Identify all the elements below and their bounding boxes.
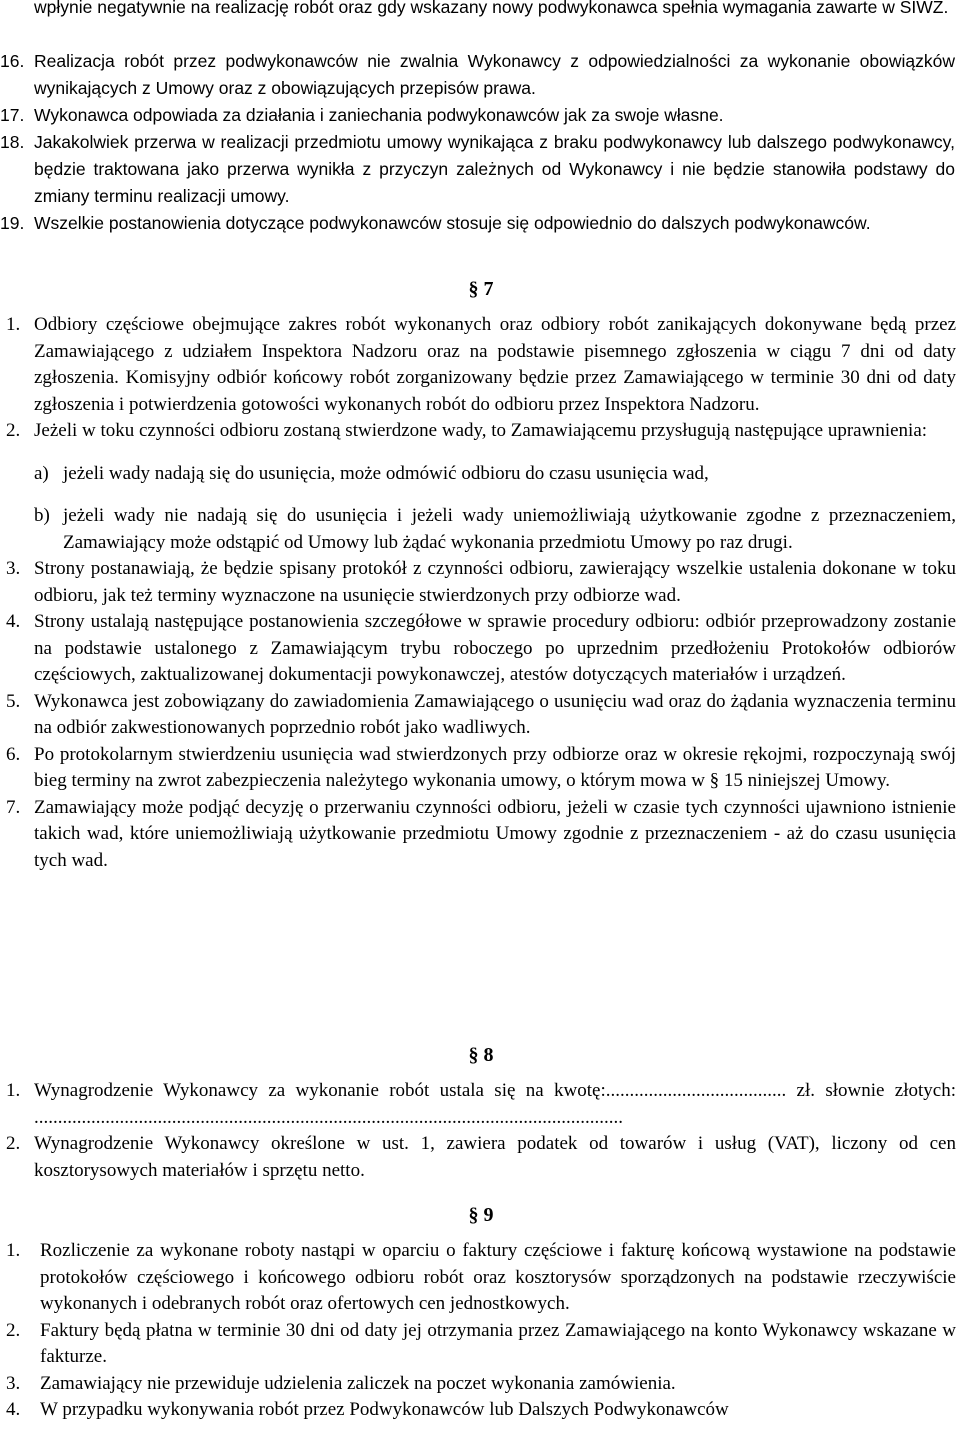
sub-list-item <box>6 461 956 488</box>
list-item <box>6 556 956 609</box>
item-number: 4. <box>6 611 21 632</box>
list-item <box>6 1318 956 1371</box>
list-item <box>0 210 955 237</box>
item-number: 2. <box>6 420 21 441</box>
item-number: 5. <box>6 690 21 712</box>
list-item <box>0 48 955 102</box>
item-text: Po protokolarnym stwierdzeniu usunięcia wad stwierdzonych przy odbiorze oraz w okresie rękojmi, rozpoczynają swój bieg terminy na zwrot zabezpieczenia należytego wykonania umowy, o którym mowa w § 15 niniejszej Umowy. <box>34 743 956 791</box>
section-9 <box>6 1202 956 1424</box>
item-text: Strony postanawiają, że będzie spisany protokół z czynności odbioru, zawierający wszelkie ustalenia dokonane w toku odbioru, jak też terminy wyznaczone na usunięcie stwierdzonych przy odbiorze wad. <box>34 558 956 606</box>
item-number: 4. <box>6 1399 21 1420</box>
item-number: 3. <box>6 558 21 579</box>
item-text: Zamawiający nie przewiduje udzielenia zaliczek na poczet wykonania zamówienia. <box>40 1372 676 1394</box>
section-7 <box>6 276 956 874</box>
list-item <box>6 609 956 689</box>
item-text: Wszelkie postanowienia dotyczące podwykonawców stosuje się odpowiednio do dalszych podwykonawców. <box>34 213 871 233</box>
item-number: 6. <box>6 743 21 765</box>
section-heading: § 9 <box>468 1204 494 1226</box>
list-item <box>6 1078 956 1131</box>
subcontractor-clauses <box>34 0 955 21</box>
item-text: Wynagrodzenie Wykonawcy za wykonanie robót ustala się na kwotę:...................................... zł. słownie złotych: ............................................................................................................................ <box>34 1080 956 1128</box>
section-8 <box>6 1042 956 1184</box>
item-text: Rozliczenie za wykonane roboty nastąpi w oparciu o faktury częściowe i fakturę końcową wystawione na podstawie protokołów częściowego i końcowego odbioru robót oraz kosztorysów sporządzonych na podstawie rzeczywiście wykonanych i odebranych robót oraz ofertowych cen jednostkowych. <box>40 1240 956 1314</box>
item-number: 1. <box>6 1240 21 1261</box>
item-text: Strony ustalają następujące postanowienia szczegółowe w sprawie procedury odbioru: odbiór przeprowadzony zostanie na podstawie ustalonego z Zamawiającym trybu roboczego po uprzednim przedłożeniu Protokołów odbiorów częściowych, zaktualizowanej dokumentacji powykonawczej, atestów dotyczących materiałów i urządzeń. <box>34 611 956 685</box>
list-item <box>6 1131 956 1184</box>
list-item <box>6 1238 956 1318</box>
list-item <box>6 689 956 742</box>
item-number: 3. <box>6 1372 21 1394</box>
section-heading: § 8 <box>468 1044 494 1066</box>
item-text: Zamawiający może podjąć decyzję o przerwaniu czynności odbioru, jeżeli w czasie tych czynności ujawniono istnienie takich wad, które uniemożliwiają użytkowanie przedmiotu Umowy zgodnie z przeznaczeniem - aż do czasu usunięcia tych wad. <box>34 796 956 871</box>
list-item <box>6 418 956 445</box>
sub-item-letter: a) <box>34 462 49 484</box>
item-number: 1. <box>6 314 21 335</box>
sub-item-text: jeżeli wady nie nadają się do usunięcia i jeżeli wady uniemożliwiają użytkowanie zgodne z przeznaczeniem, Zamawiający może odstąpić od Umowy lub żądać wykonania przedmiotu Umowy po raz drugi. <box>63 505 956 553</box>
section-heading: § 7 <box>468 278 494 300</box>
item-number: 18. <box>0 132 25 152</box>
sub-item-letter: b) <box>34 505 50 526</box>
item-text: Wykonawca odpowiada za działania i zaniechania podwykonawców jak za swoje własne. <box>34 105 724 125</box>
item-number: 2. <box>6 1133 21 1154</box>
item-number: 17. <box>0 105 25 125</box>
list-item <box>6 795 956 875</box>
item-text: Wykonawca jest zobowiązany do zawiadomienia Zamawiającego o usunięciu wad oraz do żądania wyznaczenia terminu na odbiór zakwestionowanych poprzednio robót jako wadliwych. <box>34 690 956 738</box>
sub-list-item <box>6 503 956 556</box>
item-text: Jakakolwiek przerwa w realizacji przedmiotu umowy wynikająca z braku podwykonawcy lub dalszego podwykonawcy, będzie traktowana jako przerwa wynikła z przyczyn zależnych od Wykonawcy i nie będzie stanowiła podstawy do zmiany terminu realizacji umowy. <box>34 132 955 206</box>
item-text: Faktury będą płatna w terminie 30 dni od daty jej otrzymania przez Zamawiającego na konto Wykonawcy wskazane w fakturze. <box>40 1319 956 1367</box>
item-text: Jeżeli w toku czynności odbioru zostaną stwierdzone wady, to Zamawiającemu przysługują następujące uprawnienia: <box>34 420 928 441</box>
continuation-paragraph <box>34 0 955 21</box>
list-item <box>0 129 955 210</box>
item-number: 16. <box>0 51 25 71</box>
item-number: 1. <box>6 1080 21 1101</box>
item-number: 7. <box>6 796 21 818</box>
paragraph-text: wpłynie negatywnie na realizację robót oraz gdy wskazany nowy podwykonawca spełnia wymagania zawarte w SIWZ. <box>34 0 949 17</box>
list-item <box>6 742 956 795</box>
list-item <box>0 102 955 129</box>
item-text: Realizacja robót przez podwykonawców nie zwalnia Wykonawcy z odpowiedzialności za wykonanie obowiązków wynikających z Umowy oraz z obowiązujących przepisów prawa. <box>34 51 955 98</box>
item-text: W przypadku wykonywania robót przez Podwykonawców lub Dalszych Podwykonawców <box>40 1399 729 1420</box>
item-number: 19. <box>0 213 25 233</box>
sub-item-text: jeżeli wady nadają się do usunięcia, może odmówić odbioru do czasu usunięcia wad, <box>63 462 709 484</box>
subcontractor-items <box>0 48 955 237</box>
list-item <box>6 1397 956 1424</box>
item-text: Wynagrodzenie Wykonawcy określone w ust. 1, zawiera podatek od towarów i usług (VAT), liczony od cen kosztorysowych materiałów i sprzętu netto. <box>34 1133 956 1181</box>
item-number: 2. <box>6 1319 21 1341</box>
item-text: Odbiory częściowe obejmujące zakres robót wykonanych oraz odbiory robót zanikających dokonywane będą przez Zamawiającego z udziałem Inspektora Nadzoru oraz na podstawie pisemnego zgłoszenia w ciągu 7 dni od daty zgłoszenia. Komisyjny odbiór końcowy robót zorganizowany będzie przez Zamawiającego w terminie 30 dni od daty zgłoszenia i potwierdzenia gotowości wykonanych robót do odbioru przez Inspektora Nadzoru. <box>34 314 956 415</box>
list-item <box>6 1371 956 1398</box>
list-item <box>6 312 956 418</box>
